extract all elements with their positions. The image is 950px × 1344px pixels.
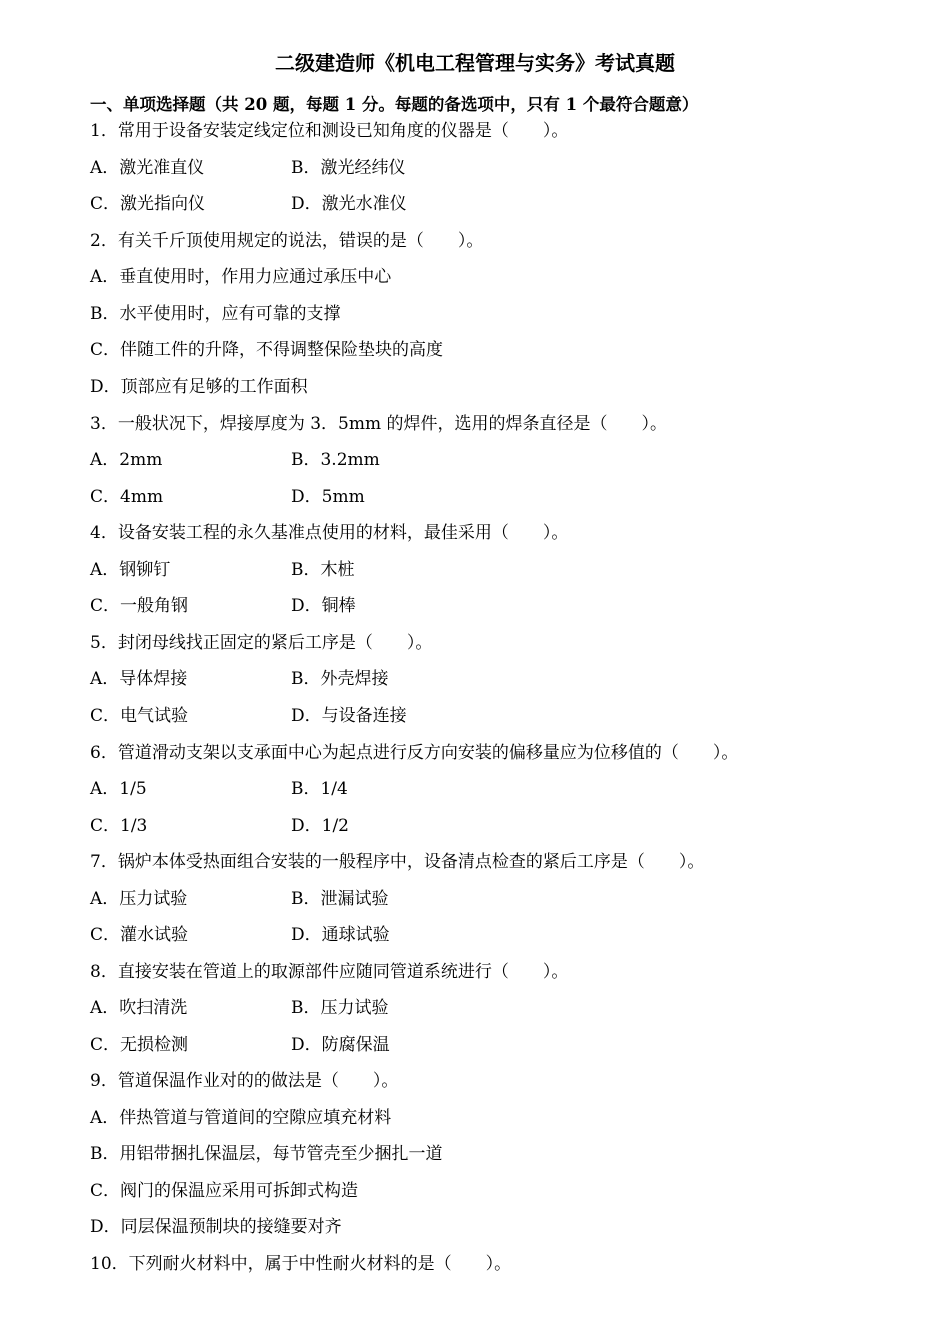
question-10: 10．下列耐火材料中，属于中性耐火材料的是（ ）。: [90, 1254, 512, 1274]
option-5b: B．外壳焊接: [291, 669, 389, 689]
page-title: 二级建造师《机电工程管理与实务》考试真题: [275, 51, 675, 75]
option-8b: B．压力试验: [291, 998, 389, 1018]
question-1: 1．常用于设备安装定线定位和测设已知角度的仪器是（ ）。: [90, 121, 569, 141]
option-4a: A．钢铆钉: [90, 560, 171, 580]
option-5a: A．导体焊接: [90, 669, 188, 689]
option-8d: D．防腐保温: [291, 1035, 390, 1055]
option-2b: B．水平使用时，应有可靠的支撑: [90, 304, 341, 324]
question-9: 9．管道保温作业对的的做法是（ ）。: [90, 1071, 399, 1091]
option-6c: C．1/3: [90, 816, 148, 836]
option-4c: C．一般角钢: [90, 596, 189, 616]
option-8c: C．无损检测: [90, 1035, 189, 1055]
section-heading: 一、单项选择题（共 20 题，每题 1 分。每题的备选项中，只有 1 个最符合题意）: [90, 95, 699, 114]
option-4b: B．木桩: [291, 560, 355, 580]
option-1c: C．激光指向仪: [90, 194, 206, 214]
option-2c: C．伴随工件的升降，不得调整保险垫块的高度: [90, 340, 444, 360]
question-6: 6．管道滑动支架以支承面中心为起点进行反方向安装的偏移量应为位移值的（ ）。: [90, 743, 739, 763]
option-2d: D．顶部应有足够的工作面积: [90, 377, 308, 397]
option-6d: D．1/2: [291, 816, 349, 836]
option-9a: A．伴热管道与管道间的空隙应填充材料: [90, 1108, 392, 1128]
option-3b: B．3.2mm: [291, 450, 380, 470]
option-9c: C．阀门的保温应采用可拆卸式构造: [90, 1181, 359, 1201]
option-9d: D．同层保温预制块的接缝要对齐: [90, 1217, 342, 1237]
option-1a: A．激光准直仪: [90, 158, 205, 178]
question-2: 2．有关千斤顶使用规定的说法，错误的是（ ）。: [90, 231, 484, 251]
question-4: 4．设备安装工程的永久基准点使用的材料，最佳采用（ ）。: [90, 523, 569, 543]
option-1d: D．激光水准仪: [291, 194, 407, 214]
question-8: 8．直接安装在管道上的取源部件应随同管道系统进行（ ）。: [90, 962, 569, 982]
option-7d: D．通球试验: [291, 925, 390, 945]
question-5: 5．封闭母线找正固定的紧后工序是（ ）。: [90, 633, 433, 653]
option-3c: C．4mm: [90, 487, 164, 507]
option-7c: C．灌水试验: [90, 925, 189, 945]
option-2a: A．垂直使用时，作用力应通过承压中心: [90, 267, 392, 287]
option-4d: D．铜棒: [291, 596, 356, 616]
option-6a: A．1/5: [90, 779, 147, 799]
option-9b: B．用铝带捆扎保温层，每节管壳至少捆扎一道: [90, 1144, 443, 1164]
option-1b: B．激光经纬仪: [291, 158, 406, 178]
question-3: 3．一般状况下，焊接厚度为 3．5mm 的焊件，选用的焊条直径是（ ）。: [90, 414, 667, 434]
option-3a: A．2mm: [90, 450, 163, 470]
option-8a: A．吹扫清洗: [90, 998, 188, 1018]
option-7b: B．泄漏试验: [291, 889, 389, 909]
question-7: 7．锅炉本体受热面组合安装的一般程序中，设备清点检查的紧后工序是（ ）。: [90, 852, 705, 872]
option-3d: D．5mm: [291, 487, 365, 507]
option-7a: A．压力试验: [90, 889, 188, 909]
option-5d: D．与设备连接: [291, 706, 407, 726]
option-5c: C．电气试验: [90, 706, 189, 726]
option-6b: B．1/4: [291, 779, 348, 799]
